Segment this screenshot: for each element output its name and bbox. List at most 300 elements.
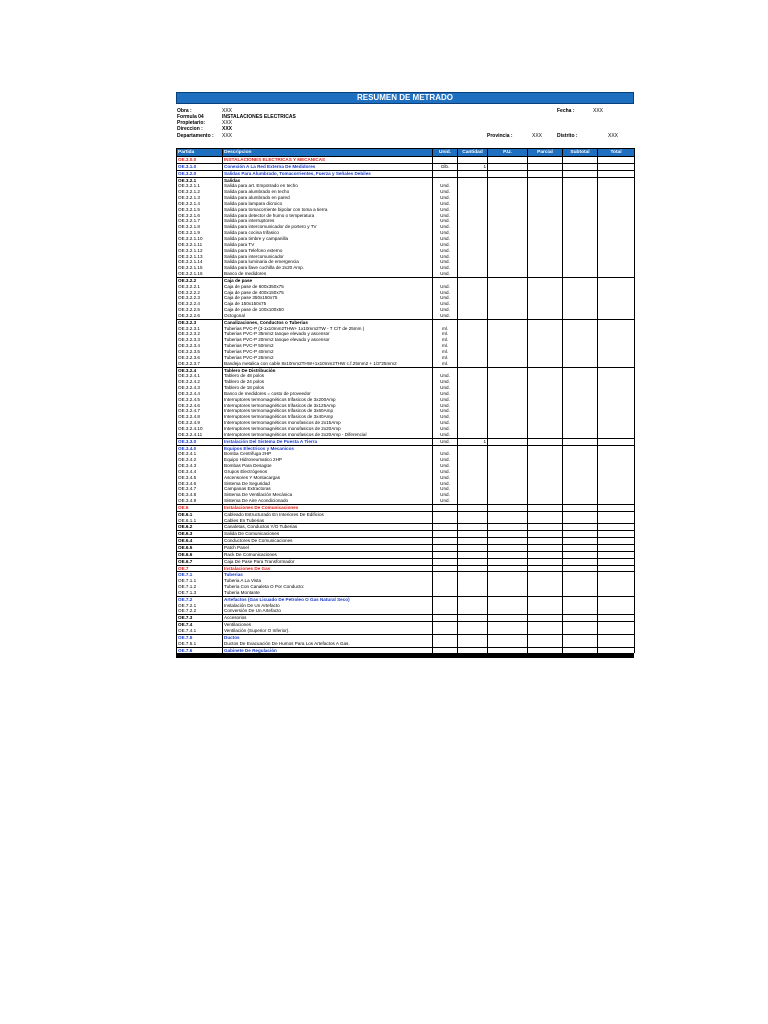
row-unit: Und. xyxy=(433,492,458,498)
row-description: Caja de pase de 400x150x75 xyxy=(223,290,433,296)
row-description: Cableado Estructurado En Interiores De Edificios xyxy=(223,511,433,517)
col-header-pu: P.U. xyxy=(488,149,528,157)
row-total xyxy=(598,615,635,622)
row-total xyxy=(598,170,635,177)
row-parcial xyxy=(528,551,563,558)
row-description: Tablero de 48 polos xyxy=(223,373,433,379)
row-code: OE.3.2.1.5 xyxy=(177,207,223,213)
row-description: Conexión A La Red Externa De Medidores xyxy=(223,163,433,170)
row-total xyxy=(598,157,635,164)
row-code: OE.3.2.2.5 xyxy=(177,307,223,313)
row-code: OE.3.2.4.7 xyxy=(177,408,223,414)
table-row xyxy=(177,551,635,558)
row-description: Ascensores Y Montacargas xyxy=(223,475,433,481)
row-unit: Und. xyxy=(433,290,458,296)
row-description: Ventilación (Superior O Inferior). xyxy=(223,628,433,634)
col-header-cantidad: Cantidad xyxy=(458,149,488,157)
formula-value: INSTALACIONES ELECTRICAS xyxy=(222,114,296,120)
table-row xyxy=(177,615,635,622)
row-description: Ductos De Evacuación De Humos Para Los Artefactos A Gas. xyxy=(223,641,433,647)
row-unit: ml. xyxy=(433,326,458,332)
table-row xyxy=(177,524,635,531)
row-unit: Und. xyxy=(433,475,458,481)
row-subtotal xyxy=(563,531,598,538)
row-code: OE.6.3 xyxy=(177,531,223,538)
row-code: OE.3.2.1.14 xyxy=(177,259,223,265)
row-description: Salidas Para Alumbrado, Tomacorrientes, Fuerza y Señales Debiles xyxy=(223,170,433,177)
row-code: OE.7.4 xyxy=(177,622,223,628)
table-row xyxy=(177,163,635,170)
row-unit: ml. xyxy=(433,361,458,367)
row-unit xyxy=(433,504,458,511)
metrado-sheet xyxy=(176,92,634,658)
row-unit xyxy=(433,565,458,572)
row-unit: ml. xyxy=(433,349,458,355)
row-parcial xyxy=(528,545,563,552)
row-description: Instalación De Un Artefacto xyxy=(223,603,433,609)
row-description: Tuberias PVC-P 40mm2 xyxy=(223,349,433,355)
row-subtotal xyxy=(563,163,598,170)
row-description: Caja de pase de 100x100x50 xyxy=(223,307,433,313)
row-unit: Und. xyxy=(433,481,458,487)
distrito-label: Distrito : xyxy=(557,133,578,139)
row-unit xyxy=(433,615,458,622)
row-subtotal xyxy=(563,538,598,545)
row-unit xyxy=(433,170,458,177)
row-description: Bombas Para Desagüe xyxy=(223,463,433,469)
row-unit: Und. xyxy=(433,254,458,260)
row-code: OE.7.2.2 xyxy=(177,608,223,614)
row-description: Bandeja metalica con cable 8x10mm2THW+1x10mm2THW c.f.25mm2 + 1/3"25mm2 xyxy=(223,361,433,367)
row-code: OE.3.2.4.10 xyxy=(177,426,223,432)
row-code: OE.3.2.1.15 xyxy=(177,265,223,271)
row-description: Tuberia Montante xyxy=(223,590,433,596)
row-pu xyxy=(488,538,528,545)
row-description: Canalizaciones, Conductos o Tuberias xyxy=(223,319,433,325)
row-parcial xyxy=(528,565,563,572)
row-parcial xyxy=(528,163,563,170)
distrito-value: XXX xyxy=(608,133,619,139)
row-code: OE.3.2.3.7 xyxy=(177,361,223,367)
row-code: OE.3.4.3 xyxy=(177,463,223,469)
row-code: OE.3.2.1 xyxy=(177,177,223,183)
row-unit: Und. xyxy=(433,248,458,254)
row-unit: Und. xyxy=(433,307,458,313)
row-description: Tablero de 24 polos xyxy=(223,379,433,385)
row-unit: Und. xyxy=(433,426,458,432)
departamento-value: XXX xyxy=(222,133,233,139)
row-pu xyxy=(488,524,528,531)
row-pu xyxy=(488,157,528,164)
row-code: OE.3.2.4.8 xyxy=(177,414,223,420)
row-unit: Und. xyxy=(433,236,458,242)
row-pu xyxy=(488,565,528,572)
row-unit: Und. xyxy=(433,224,458,230)
row-unit: Und. xyxy=(433,438,458,445)
row-code: OE.3.2.4.4 xyxy=(177,391,223,397)
row-unit: Glb. xyxy=(433,163,458,170)
row-unit: Und. xyxy=(433,486,458,492)
row-description: Gabinete De Regulación xyxy=(223,647,433,653)
row-total xyxy=(598,558,635,565)
fecha-value: XXX xyxy=(593,108,604,114)
row-code: OE.3.2.1.7 xyxy=(177,218,223,224)
col-header-partida: Partida xyxy=(177,149,223,157)
row-description: Equipos Electricos y Mecanicos xyxy=(223,445,433,451)
row-subtotal xyxy=(563,170,598,177)
row-subtotal xyxy=(563,565,598,572)
row-code: OE.7 xyxy=(177,565,223,572)
row-quantity xyxy=(458,615,488,622)
row-subtotal xyxy=(563,545,598,552)
row-unit: Und. xyxy=(433,271,458,277)
table-body xyxy=(177,157,635,654)
row-parcial xyxy=(528,157,563,164)
row-description: Bomba Centrifuga 2HP xyxy=(223,451,433,457)
row-unit xyxy=(433,157,458,164)
row-unit: Und. xyxy=(433,218,458,224)
row-parcial xyxy=(528,538,563,545)
row-code: OE.6.4 xyxy=(177,538,223,545)
row-total xyxy=(598,545,635,552)
row-description: Salida para llave cuchilla de 2x20 Amp. xyxy=(223,265,433,271)
row-quantity xyxy=(458,545,488,552)
row-code: OE.3.2.1.1 xyxy=(177,183,223,189)
row-description: Tuberia A La Vista xyxy=(223,578,433,584)
col-header-parcial: Parcial xyxy=(528,149,563,157)
row-unit xyxy=(433,545,458,552)
sheet-title: RESUMEN DE METRADO xyxy=(176,92,634,104)
row-subtotal xyxy=(563,157,598,164)
row-description: Salida para alumbrado en pared xyxy=(223,195,433,201)
row-code: OE.3.2.1.9 xyxy=(177,230,223,236)
row-code: OE.3.4.4 xyxy=(177,469,223,475)
row-description: Accesorios xyxy=(223,615,433,622)
row-code: OE.3.2.4.11 xyxy=(177,432,223,438)
row-quantity xyxy=(458,524,488,531)
row-description: Caja De Pase Para Transformador xyxy=(223,558,433,565)
row-description: Ductos xyxy=(223,634,433,640)
row-description: Conductores De Comunicaciones xyxy=(223,538,433,545)
row-total xyxy=(598,163,635,170)
row-unit: Und. xyxy=(433,432,458,438)
row-unit: Und. xyxy=(433,189,458,195)
row-code: OE.6.7 xyxy=(177,558,223,565)
row-unit: Und. xyxy=(433,414,458,420)
row-unit: Und. xyxy=(433,265,458,271)
row-code: OE.7.1.2 xyxy=(177,584,223,590)
row-total xyxy=(598,524,635,531)
row-quantity xyxy=(458,531,488,538)
row-unit: ml. xyxy=(433,331,458,337)
row-description: Campanas Extractoras xyxy=(223,486,433,492)
row-code: OE.7.1.1 xyxy=(177,578,223,584)
row-unit: Und. xyxy=(433,463,458,469)
col-header-subtotal: Subtotal xyxy=(563,149,598,157)
row-description: Salida para TV xyxy=(223,242,433,248)
row-code: OE.3.2.0 xyxy=(177,170,223,177)
provincia-value: XXX xyxy=(532,133,543,139)
departamento-label: Departamento : xyxy=(177,133,214,139)
row-code: OE.6.1.1 xyxy=(177,518,223,524)
row-unit: Und. xyxy=(433,195,458,201)
row-description: Salida para alumbrado en techo xyxy=(223,189,433,195)
row-code: OE.3.2.4 xyxy=(177,367,223,373)
row-code: OE.3.2.1.16 xyxy=(177,271,223,277)
table-header-row xyxy=(177,149,635,157)
row-description: Tuberias PVC-P (3-1x10mm2THW+ 1x10mm2TW - T C/T de 25mm ) xyxy=(223,326,433,332)
row-code: OE.6 xyxy=(177,504,223,511)
row-description: Tuberias PVC-P 35mm2 tanque elevado y ascensor xyxy=(223,331,433,337)
row-description: Caja de pase xyxy=(223,277,433,283)
row-subtotal xyxy=(563,551,598,558)
row-parcial xyxy=(528,170,563,177)
row-description: Salida De Comunicaciones xyxy=(223,531,433,538)
row-description: INSTALACIONES ELECTRICAS Y MECANICAS xyxy=(223,157,433,164)
row-code: OE.6.2 xyxy=(177,524,223,531)
row-unit: Und. xyxy=(433,230,458,236)
formula-label: Formula 04 xyxy=(177,114,204,120)
row-unit: ml. xyxy=(433,355,458,361)
row-parcial xyxy=(528,524,563,531)
row-description: Salida para Telefono externo xyxy=(223,248,433,254)
row-code: OE.3.2.4.5 xyxy=(177,397,223,403)
row-description: Interruptores termomagnéticos trifasicos de 3x125Amp xyxy=(223,403,433,409)
row-code: OE.7.3 xyxy=(177,615,223,622)
row-quantity xyxy=(458,157,488,164)
row-pu xyxy=(488,551,528,558)
row-total xyxy=(598,504,635,511)
row-pu xyxy=(488,558,528,565)
row-pu xyxy=(488,504,528,511)
row-unit: Und. xyxy=(433,397,458,403)
row-quantity xyxy=(458,558,488,565)
row-description: Interruptores termomagnéticos monofasicos de 2x15Amp xyxy=(223,420,433,426)
row-unit: Und. xyxy=(433,201,458,207)
table-row xyxy=(177,438,635,445)
table-row xyxy=(177,545,635,552)
row-description: Canaletas, Conductos Y/O Tuberias xyxy=(223,524,433,531)
row-description: Artefactos (Gas Licuado De Petroleo O Gas Natural Seco) xyxy=(223,596,433,602)
row-code: OE.6.5 xyxy=(177,545,223,552)
row-code: OE.3.2.3.1 xyxy=(177,326,223,332)
row-unit xyxy=(433,524,458,531)
row-subtotal xyxy=(563,504,598,511)
fecha-label: Fecha : xyxy=(557,108,575,114)
row-description: Equipo Hidroneumatico 2HP xyxy=(223,457,433,463)
row-description: Salida para intercomunicador xyxy=(223,254,433,260)
row-parcial xyxy=(528,558,563,565)
row-pu xyxy=(488,438,528,445)
col-header-total: Total xyxy=(598,149,635,157)
row-code: OE.3.4.1 xyxy=(177,451,223,457)
project-info xyxy=(176,104,634,148)
row-parcial xyxy=(528,615,563,622)
row-description: Sistema De Aire Acondicionado xyxy=(223,498,433,504)
row-description: Rack De Comunicaciones xyxy=(223,551,433,558)
row-total xyxy=(598,438,635,445)
row-description: Sistema De Ventilación Mecánica xyxy=(223,492,433,498)
row-description: Octogonal xyxy=(223,313,433,319)
row-parcial xyxy=(528,438,563,445)
row-unit: Und. xyxy=(433,469,458,475)
row-description: Sistema De Seguridad xyxy=(223,481,433,487)
row-total xyxy=(598,531,635,538)
row-subtotal xyxy=(563,438,598,445)
row-description: Caja de pase 350x150x75 xyxy=(223,295,433,301)
row-quantity xyxy=(458,170,488,177)
row-code: OE.3.2.1.12 xyxy=(177,248,223,254)
row-unit: Und. xyxy=(433,457,458,463)
row-code: OE.3.2.1.6 xyxy=(177,213,223,219)
col-header-unidad: Unid. xyxy=(433,149,458,157)
row-code: OE.3.2.2.3 xyxy=(177,295,223,301)
row-unit: Und. xyxy=(433,295,458,301)
row-pu xyxy=(488,163,528,170)
row-code: OE.3.4.7 xyxy=(177,486,223,492)
table-footer-bar xyxy=(176,653,634,658)
row-unit: Und. xyxy=(433,313,458,319)
row-code: OE.6.1 xyxy=(177,511,223,517)
row-pu xyxy=(488,531,528,538)
row-description: Salida para art. Empotrado en techo xyxy=(223,183,433,189)
row-quantity: 1 xyxy=(458,438,488,445)
row-code: OE.7.1 xyxy=(177,572,223,578)
row-code: OE.7.4.1 xyxy=(177,628,223,634)
row-subtotal xyxy=(563,524,598,531)
row-code: OE.3.2.3.6 xyxy=(177,355,223,361)
row-description: Instalaciones De Comunicaciones xyxy=(223,504,433,511)
row-description: Interruptores termomagnéticos trifasicos de 3x200Amp xyxy=(223,397,433,403)
row-description: Salida para intercomunicador de portero y TV xyxy=(223,224,433,230)
table-row xyxy=(177,170,635,177)
row-unit: Und. xyxy=(433,284,458,290)
row-description: Salida para luminaria de emergencia xyxy=(223,259,433,265)
row-code: OE.3.4.8 xyxy=(177,492,223,498)
row-description: Banco de medidores = costo de proveedor xyxy=(223,391,433,397)
row-code: OE.7.2 xyxy=(177,596,223,602)
row-description: Tuberia Con Canaleta O Por Conducto: xyxy=(223,584,433,590)
row-description: Tuberias PVC-P 20mm2 tanque elevado y ascensor xyxy=(223,337,433,343)
row-description: Salida para timbre y campanilla xyxy=(223,236,433,242)
row-description: Instalaciones De Gas xyxy=(223,565,433,572)
col-header-descripcion: Descripcion xyxy=(223,149,433,157)
row-code: OE.7.5.1 xyxy=(177,641,223,647)
row-unit: Und. xyxy=(433,183,458,189)
table-row xyxy=(177,531,635,538)
row-pu xyxy=(488,615,528,622)
metrado-table xyxy=(176,148,635,653)
row-code: OE.3.4.5 xyxy=(177,475,223,481)
row-code: OE.3.2.1.13 xyxy=(177,254,223,260)
row-unit: Und. xyxy=(433,385,458,391)
row-description: Tuberias PVC-P 50mm2 xyxy=(223,343,433,349)
row-unit: Und. xyxy=(433,408,458,414)
row-description: Tuberias PVC-P 25mm2 xyxy=(223,355,433,361)
row-description: Caja de pase de 600x350x75 xyxy=(223,284,433,290)
row-description: Caja de 150x150x75 xyxy=(223,301,433,307)
row-code: OE.3.4.0 xyxy=(177,445,223,451)
table-row xyxy=(177,157,635,164)
row-parcial xyxy=(528,504,563,511)
row-code: OE.3.2.2 xyxy=(177,277,223,283)
row-description: Tablero De Distribución xyxy=(223,367,433,373)
row-code: OE.3.2.2.6 xyxy=(177,313,223,319)
obra-value: XXX xyxy=(222,108,233,114)
row-description: Salida para detector de humo o temperatura xyxy=(223,213,433,219)
table-row xyxy=(177,565,635,572)
row-code: OE.3.1.0 xyxy=(177,163,223,170)
row-unit xyxy=(433,538,458,545)
provincia-label: Provincia : xyxy=(487,133,513,139)
row-code: OE.3.4.9 xyxy=(177,498,223,504)
row-code: OE.3.2.4.1 xyxy=(177,373,223,379)
row-description: Conversión De Un Artefacto xyxy=(223,608,433,614)
row-unit: Und. xyxy=(433,498,458,504)
row-description: Tuberias xyxy=(223,572,433,578)
row-pu xyxy=(488,545,528,552)
row-code: OE.3.2.3.4 xyxy=(177,343,223,349)
row-unit: Und. xyxy=(433,242,458,248)
row-code: OE.3.2.3.2 xyxy=(177,331,223,337)
propietario-value: XXX xyxy=(222,120,233,126)
row-code: OE.6.6 xyxy=(177,551,223,558)
row-description: Ventilaciones xyxy=(223,622,433,628)
row-unit: Und. xyxy=(433,259,458,265)
row-description: Tablero de 18 polos xyxy=(223,385,433,391)
direccion-value: XXX xyxy=(222,126,233,132)
row-total xyxy=(598,565,635,572)
row-code: OE.3.2.2.4 xyxy=(177,301,223,307)
row-code: OE.3.2.1.11 xyxy=(177,242,223,248)
row-description: Salida para lampara dicroico xyxy=(223,201,433,207)
row-code: OE.3.2.3.5 xyxy=(177,349,223,355)
row-unit: Und. xyxy=(433,420,458,426)
row-description: Interruptores termomagnéticos monofasicos de 2x20Amp - Diferencial xyxy=(223,432,433,438)
row-subtotal xyxy=(563,615,598,622)
row-unit: ml. xyxy=(433,337,458,343)
row-quantity xyxy=(458,504,488,511)
table-row xyxy=(177,504,635,511)
row-description: Salida para tomacorriente bipolar con toma a tierra xyxy=(223,207,433,213)
row-subtotal xyxy=(563,558,598,565)
row-code: OE.3.2.1.4 xyxy=(177,201,223,207)
row-quantity xyxy=(458,538,488,545)
row-code: OE.3.2.1.8 xyxy=(177,224,223,230)
row-description: Salida para interruptores xyxy=(223,218,433,224)
row-description: Cables En Tuberias xyxy=(223,518,433,524)
row-code: OE.3.2.4.9 xyxy=(177,420,223,426)
row-code: OE.3.2.1.2 xyxy=(177,189,223,195)
row-description: Banco de medidores xyxy=(223,271,433,277)
row-unit: Und. xyxy=(433,379,458,385)
row-parcial xyxy=(528,531,563,538)
row-quantity xyxy=(458,565,488,572)
row-unit xyxy=(433,551,458,558)
row-description: Interruptores termomagnéticos monofasicos de 2x20Amp xyxy=(223,426,433,432)
row-unit: Und. xyxy=(433,451,458,457)
direccion-label: Direccion : xyxy=(177,126,203,132)
row-code: OE.7.6 xyxy=(177,647,223,653)
table-row xyxy=(177,558,635,565)
row-code: OE.3.2.1.10 xyxy=(177,236,223,242)
row-description: Salidas xyxy=(223,177,433,183)
row-unit: Und. xyxy=(433,213,458,219)
row-code: OE.3.2.1.3 xyxy=(177,195,223,201)
row-code: OE.3.2.4.3 xyxy=(177,385,223,391)
row-quantity xyxy=(458,551,488,558)
row-description: Salida para cocina trifasico xyxy=(223,230,433,236)
